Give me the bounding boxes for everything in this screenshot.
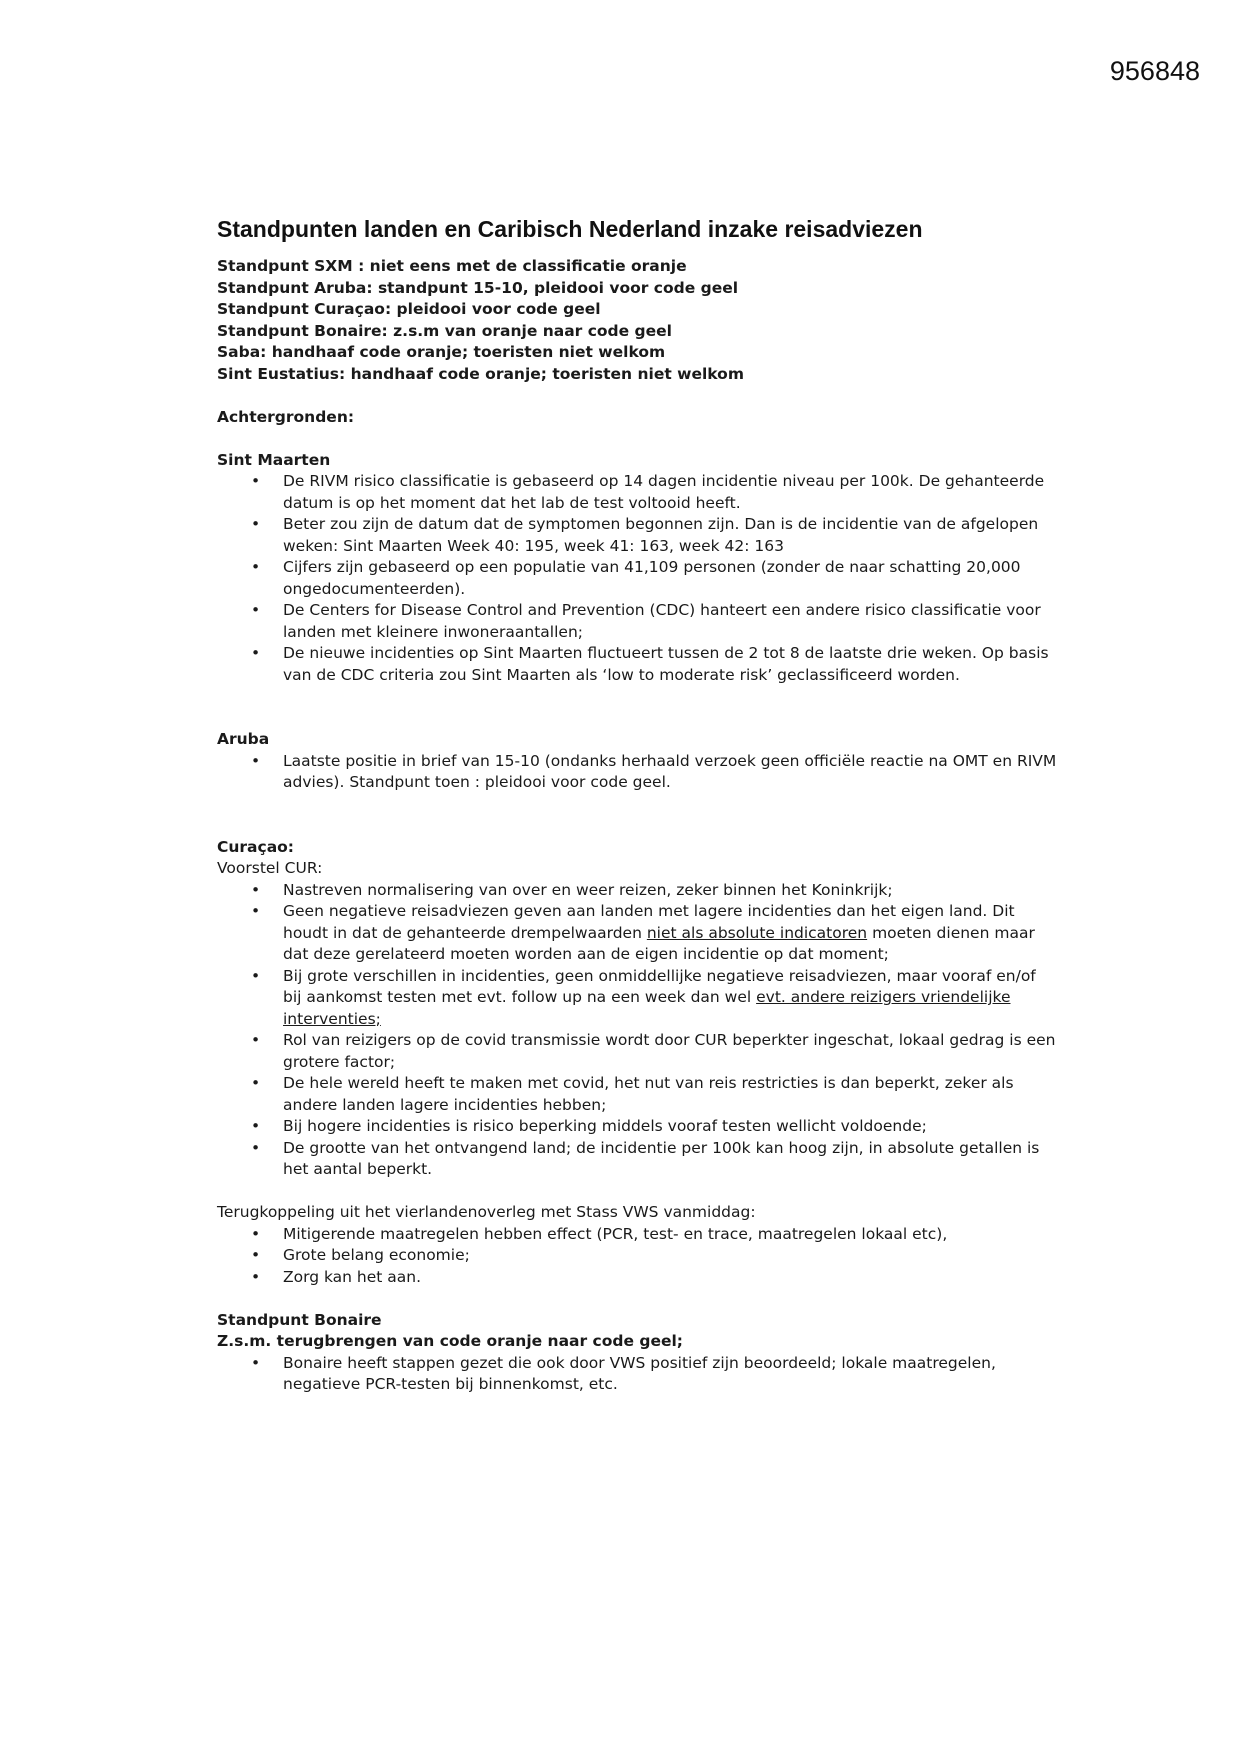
section-heading-sint-maarten: Sint Maarten bbox=[217, 450, 331, 469]
list-item: • Mitigerende maatregelen hebben effect (PCR, test- en trace, maatregelen lokaal etc), bbox=[283, 1224, 1057, 1246]
list-item: • Bonaire heeft stappen gezet die ook door VWS positief zijn beoordeeld; lokale maatregelen, negatieve PCR-testen bij binnenkomst, etc. bbox=[283, 1353, 1057, 1396]
list-item: • Nastreven normalisering van over en weer reizen, zeker binnen het Koninkrijk; bbox=[283, 880, 1057, 902]
list-item: • De RIVM risico classificatie is gebaseerd op 14 dagen incidentie niveau per 100k. De gehanteerde datum is op het moment dat het lab de test voltooid heeft. bbox=[283, 471, 1057, 514]
list-item: • De hele wereld heeft te maken met covid, het nut van reis restricties is dan beperkt, zeker als andere landen lagere incidenties hebben; bbox=[283, 1073, 1057, 1116]
list-item bbox=[283, 901, 1057, 966]
section-heading-curacao: Curaçao: bbox=[217, 837, 295, 856]
summary-line: Sint Eustatius: handhaaf code oranje; toeristen niet welkom bbox=[217, 364, 744, 383]
feedback-heading: Terugkoppeling uit het vierlandenoverleg met Stass VWS vanmiddag: bbox=[217, 1203, 756, 1221]
page-title: Standpunten landen en Caribisch Nederland inzake reisadviezen bbox=[217, 216, 923, 242]
feedback-list bbox=[217, 1224, 1057, 1289]
list-item: • De grootte van het ontvangend land; de incidentie per 100k kan hoog zijn, in absolute getallen is het aantal beperkt. bbox=[283, 1138, 1057, 1181]
list-item: • Cijfers zijn gebaseerd op een populatie van 41,109 personen (zonder de naar schatting 20,000 ongedocumenteerden). bbox=[283, 557, 1057, 600]
document-id: 956848 bbox=[1109, 56, 1200, 86]
section-heading-aruba: Aruba bbox=[217, 730, 270, 748]
summary-block bbox=[217, 256, 1057, 385]
bonaire-subheading: Z.s.m. terugbrengen van code oranje naar code geel; bbox=[217, 1332, 684, 1350]
list-item: • Rol van reizigers op de covid transmissie wordt door CUR beperkter ingeschat, lokaal gedrag is een grotere factor; bbox=[283, 1030, 1057, 1073]
document-body bbox=[217, 214, 1057, 1396]
aruba-list bbox=[217, 751, 1057, 794]
text-run: Bij grote verschillen in incidenties, geen onmiddellijke negatieve reisadviezen, maar vooraf en/of bij aankomst testen met evt. follow up na een week dan wel bbox=[283, 966, 1036, 1006]
list-item: • De nieuwe incidenties op Sint Maarten fluctueert tussen de 2 tot 8 de laatste drie weken. Op basis van de CDC criteria zou Sint Maarten als ‘low to moderate risk’ geclassificeerd worden. bbox=[283, 643, 1057, 686]
sint-maarten-list bbox=[217, 471, 1057, 686]
list-item: • De Centers for Disease Control and Prevention (CDC) hanteert een andere risico classificatie voor landen met kleinere inwoneraantallen; bbox=[283, 600, 1057, 643]
section-heading-achtergronden: Achtergronden: bbox=[217, 407, 355, 426]
curacao-list bbox=[217, 880, 1057, 1181]
list-item bbox=[283, 966, 1057, 1031]
list-item: • Grote belang economie; bbox=[283, 1245, 1057, 1267]
summary-line: Standpunt Bonaire: z.s.m van oranje naar code geel bbox=[217, 321, 672, 340]
summary-line: Saba: handhaaf code oranje; toeristen niet welkom bbox=[217, 343, 666, 361]
text-run: moeten dienen maar dat deze gerelateerd moeten worden aan de eigen incidentie op dat moment; bbox=[283, 923, 1035, 963]
list-item: • Beter zou zijn de datum dat de symptomen begonnen zijn. Dan is de incidentie van de afgelopen weken: Sint Maarten Week 40: 195, week 41: 163, week 42: 163 bbox=[283, 514, 1057, 557]
list-item: • Laatste positie in brief van 15-10 (ondanks herhaald verzoek geen officiële reactie na OMT en RIVM advies). Standpunt toen : pleidooi voor code geel. bbox=[283, 751, 1057, 794]
summary-line: Standpunt SXM : niet eens met de classificatie oranje bbox=[217, 257, 687, 275]
section-heading-bonaire: Standpunt Bonaire bbox=[217, 1310, 382, 1329]
underlined-text: niet als absolute indicatoren bbox=[646, 923, 868, 942]
list-item: • Bij hogere incidenties is risico beperking middels vooraf testen wellicht voldoende; bbox=[283, 1116, 1057, 1138]
curacao-subheading: Voorstel CUR: bbox=[217, 859, 323, 877]
underlined-text: evt. andere reizigers vriendelijke interventies; bbox=[283, 988, 1011, 1028]
summary-line: Standpunt Curaçao: pleidooi voor code geel bbox=[217, 300, 601, 318]
bonaire-list bbox=[217, 1353, 1057, 1396]
list-item: • Zorg kan het aan. bbox=[283, 1267, 1057, 1289]
summary-line: Standpunt Aruba: standpunt 15-10, pleidooi voor code geel bbox=[217, 278, 739, 297]
text-run: Geen negatieve reisadviezen geven aan landen met lagere incidenties dan het eigen land. Dit houdt in dat de gehanteerde drempelwaarden bbox=[283, 902, 1015, 942]
